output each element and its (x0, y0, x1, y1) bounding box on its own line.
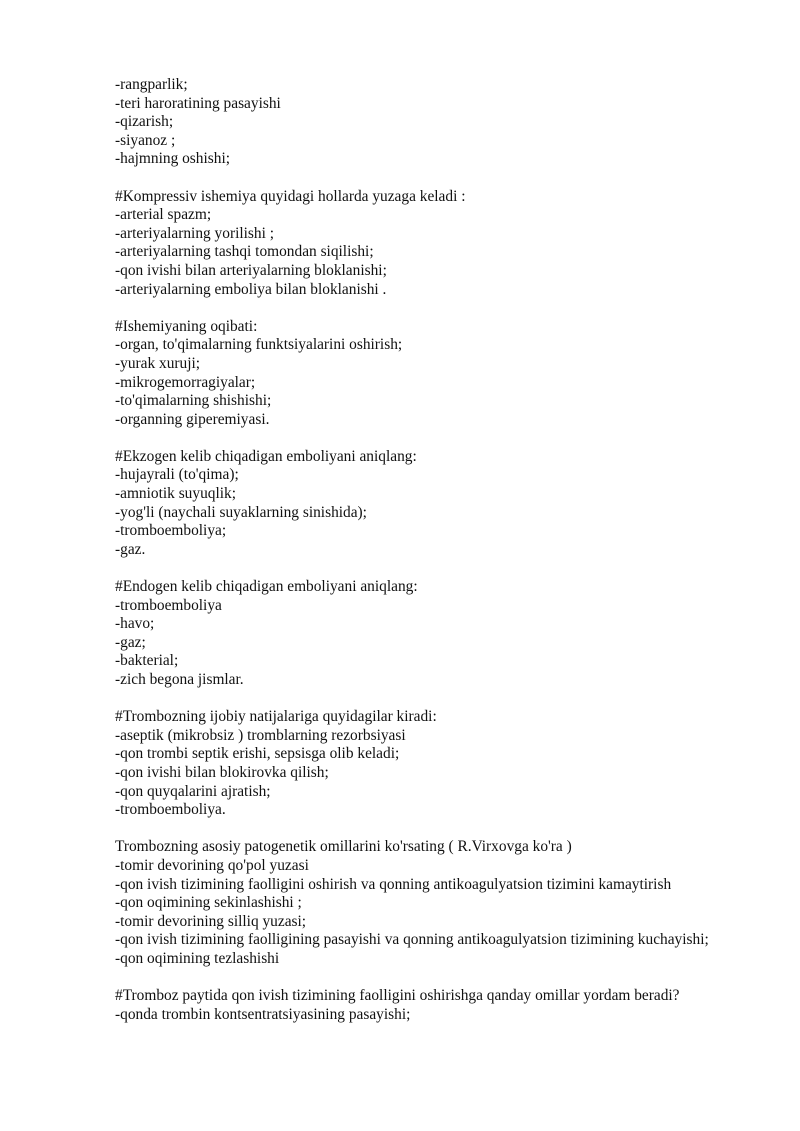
answer-option: -tomir devorining qo'pol yuzasi (115, 856, 309, 874)
answer-option: -yurak xuruji; (115, 354, 201, 372)
answer-option: -qon quyqalarini ajratish; (115, 782, 271, 800)
answer-option: -zich begona jismlar. (115, 671, 244, 688)
answer-option: -qon ivishi bilan arteriyalarning bloklanishi; (115, 261, 387, 279)
question-text: #Endogen kelib chiqadigan emboliyani aniqlang: (115, 578, 418, 596)
answer-option: -arterial spazm; (115, 206, 212, 224)
text-line: -hajmning oshishi; (115, 150, 231, 168)
answer-option: -qon trombi septik erishi, sepsisga olib keladi; (115, 745, 400, 763)
answer-option: -qon ivish tizimining faolligining pasayishi va qonning antikoagulyatsion tizimining kuchayishi; (115, 931, 709, 949)
text-line: -rangparlik; (115, 76, 188, 93)
text-line: -teri haroratining pasayishi (115, 94, 281, 112)
question-block (115, 838, 760, 968)
answer-option: -amniotik suyuqlik; (115, 485, 236, 503)
question-text: #Trombozning ijobiy natijalariga quyidagilar kiradi: (115, 708, 437, 726)
question-text: #Ekzogen kelib chiqadigan emboliyani aniqlang: (115, 447, 417, 465)
answer-option: -bakterial; (115, 652, 179, 670)
answer-option: -qon oqimining tezlashishi (115, 949, 280, 967)
question-text: #Ishemiyaning oqibati: (115, 317, 258, 335)
answer-option: -tromboemboliya; (115, 522, 227, 540)
answer-option: -qon ivishi bilan blokirovka qilish; (115, 763, 329, 781)
answer-option: -tomir devorining silliq yuzasi; (115, 912, 307, 930)
answer-option: -havo; (115, 615, 155, 633)
question-block (115, 708, 760, 820)
answer-option: -qonda trombin kontsentratsiyasining pasayishi; (115, 1005, 411, 1023)
question-block (115, 448, 760, 560)
answer-option: -hujayrali (to'qima); (115, 466, 239, 484)
question-block (115, 578, 760, 690)
question-text: #Kompressiv ishemiya quyidagi hollarda yuzaga keladi : (115, 187, 466, 205)
answer-option: -gaz. (115, 540, 146, 558)
answer-option: -organ, to'qimalarning funktsiyalarini oshirish; (115, 336, 403, 354)
answer-option: -to'qimalarning shishishi; (115, 392, 272, 410)
text-line: -qizarish; (115, 113, 174, 131)
answer-option: -arteriyalarning yorilishi ; (115, 224, 274, 242)
answer-option: -qon ivish tizimining faolligini oshirish va qonning antikoagulyatsion tizimini kamaytirish (115, 875, 672, 893)
question-text: #Tromboz paytida qon ivish tizimining faolligini oshirishga qanday omillar yordam beradi? (115, 987, 680, 1005)
answer-option: -tromboemboliya. (115, 801, 226, 819)
question-text: Trombozning asosiy patogenetik omillarini ko'rsating ( R.Virxovga ko'ra ) (115, 838, 572, 856)
question-block (115, 318, 760, 430)
answer-option: -mikrogemorragiyalar; (115, 373, 256, 391)
answer-option: -organning giperemiyasi. (115, 410, 270, 428)
answer-option: -arteriyalarning emboliya bilan bloklanishi . (115, 280, 387, 298)
question-block (115, 188, 760, 300)
answer-option: -yog'li (naychali suyaklarning sinishida); (115, 503, 367, 521)
text-block (115, 76, 760, 169)
answer-option: -tromboemboliya (115, 596, 222, 614)
answer-option: -qon oqimining sekinlashishi ; (115, 894, 302, 912)
text-line: -siyanoz ; (115, 131, 176, 149)
answer-option: -aseptik (mikrobsiz ) tromblarning rezorbsiyasi (115, 726, 406, 744)
answer-option: -arteriyalarning tashqi tomondan siqilishi; (115, 243, 374, 261)
question-block (115, 987, 760, 1024)
answer-option: -gaz; (115, 633, 146, 651)
